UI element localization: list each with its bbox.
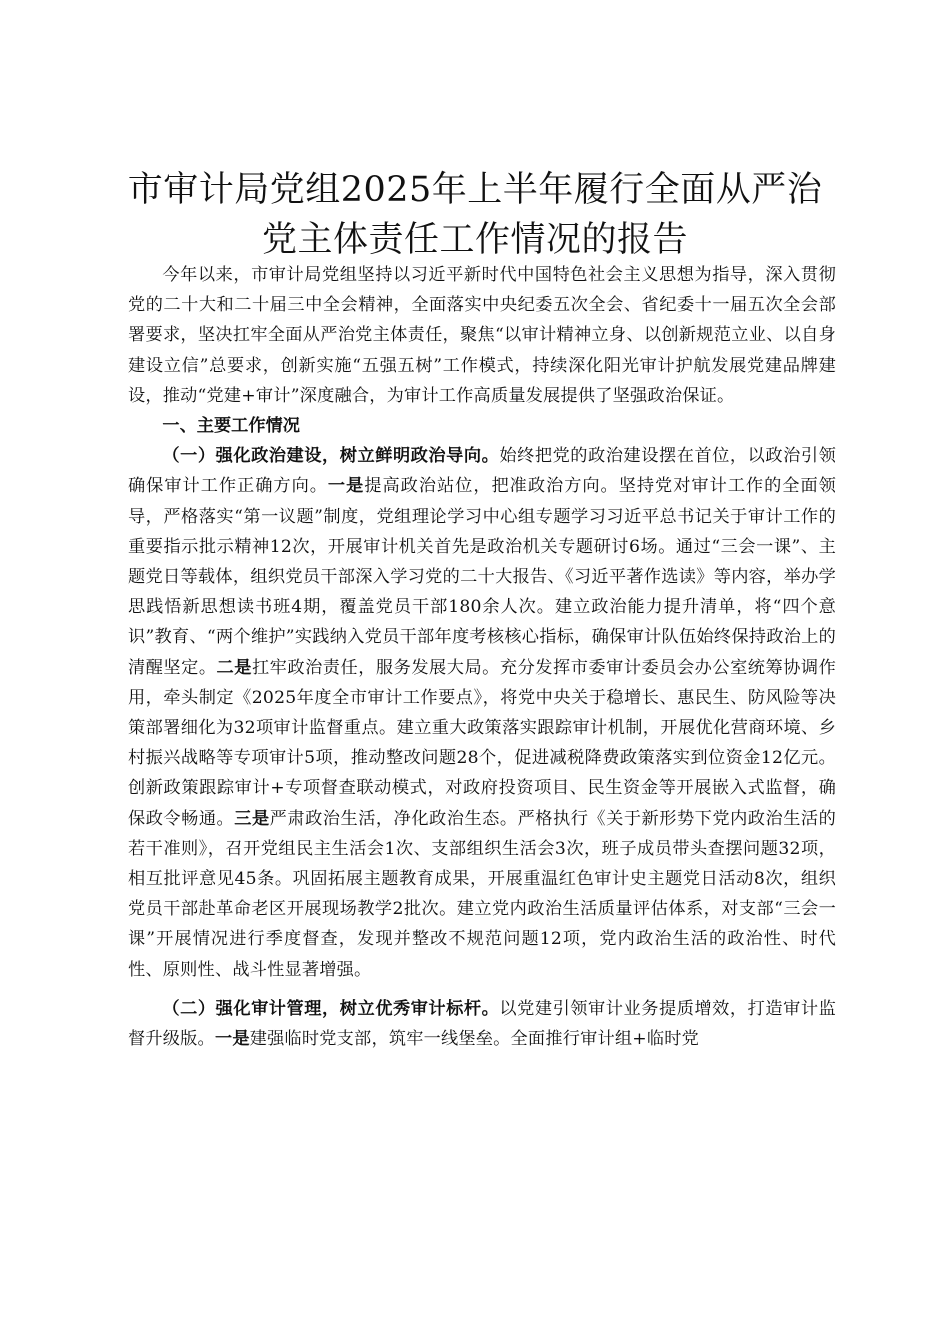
point-text-2: 扛牢政治责任，服务发展大局。充分发挥市委审计委员会办公室统筹协调作用，牵头制定《2025年度全市审计工作要点》，将党中央关于稳增长、惠民生、防风险等决策部署细化为32项审计监督重点。建立重大政策落实跟踪审计机制，开展优化营商环境、乡村振兴战略等专项审计5项，推动整改问题28个，促进减税降费政策落实到位资金12亿元。创新政策跟踪审计+专项督查联动模式，对政府投资项目、民生资金等开展嵌入式监督，确保政令畅通。 (128, 657, 836, 829)
intro-paragraph: 今年以来，市审计局党组坚持以习近平新时代中国特色社会主义思想为指导，深入贯彻党的二十大和二十届三中全会精神，全面落实中央纪委五次全会、省纪委十一届五次全会部署要求，坚决扛牢全面从严治党主体责任，聚焦“以审计精神立身、以创新规范立业、以自身建设立信”总要求，创新实施“五强五树”工作模式，持续深化阳光审计护航发展党建品牌建设，推动“党建+审计”深度融合，为审计工作高质量发展提供了坚强政治保证。 (128, 265, 836, 406)
subsection-2-heading: （二）强化审计管理，树立优秀审计标杆。 (162, 998, 500, 1019)
point-text-1: 提高政治站位，把准政治方向。坚持党对审计工作的全面领导，严格落实“第一议题”制度，党组理论学习中心组专题学习习近平总书记关于审计工作的重要指示批示精神12次，开展审计机关首先是政治机关专题研讨6场。通过“三会一课”、主题党日等载体，组织党员干部深入学习党的二十大报告、《习近平著作选读》等内容，举办学思践悟新思想读书班4期，覆盖党员干部180余人次。建立政治能力提升清单，将“四个意识”教育、“两个维护”实践纳入党员干部年度考核核心指标，确保审计队伍始终保持政治上的清醒坚定。 (128, 476, 837, 678)
point-text-3: 严肃政治生活，净化政治生态。严格执行《关于新形势下党内政治生活的若干准则》，召开党组民主生活会1次、支部组织生活会3次，班子成员带头查摆问题32项，相互批评意见45条。巩固拓展主题教育成果，开展重温红色审计史主题党日活动8次，组织党员干部赴革命老区开展现场教学2批次。建立党内政治生活质量评估体系，对支部“三会一课”开展情况进行季度督查，发现并整改不规范问题12项，党内政治生活的政治性、时代性、原则性、战斗性显著增强。 (128, 808, 836, 980)
subsection-2-point-text-1: 建强临时党支部，筑牢一线堡垒。全面推行审计组+临时党 (249, 1029, 700, 1050)
document-body (128, 260, 836, 1054)
subsection-1-paragraph (128, 441, 836, 985)
subsection-2-lead: 以党建引领审计业务提质增效，打造审计监督升级版。 (128, 998, 836, 1050)
point-marker-3: 三是 (234, 808, 270, 829)
title-line-1: 市审计局党组2025年上半年履行全面从严治 (127, 170, 823, 210)
subsection-2-paragraph (128, 994, 836, 1054)
section-heading-main-work: 一、主要工作情况 (162, 416, 300, 437)
subsection-1-lead: 始终把党的政治建设摆在首位，以政治引领确保审计工作正确方向。 (128, 446, 836, 497)
subsection-2-point-marker-1: 一是 (214, 1029, 250, 1050)
title-line-2: 党主体责任工作情况的报告 (261, 220, 688, 260)
subsection-1-heading: （一）强化政治建设，树立鲜明政治导向。 (162, 446, 500, 467)
document-title (110, 165, 840, 265)
paragraph-gap (128, 985, 836, 994)
point-marker-1: 一是 (327, 476, 365, 497)
point-marker-2: 二是 (216, 657, 252, 678)
